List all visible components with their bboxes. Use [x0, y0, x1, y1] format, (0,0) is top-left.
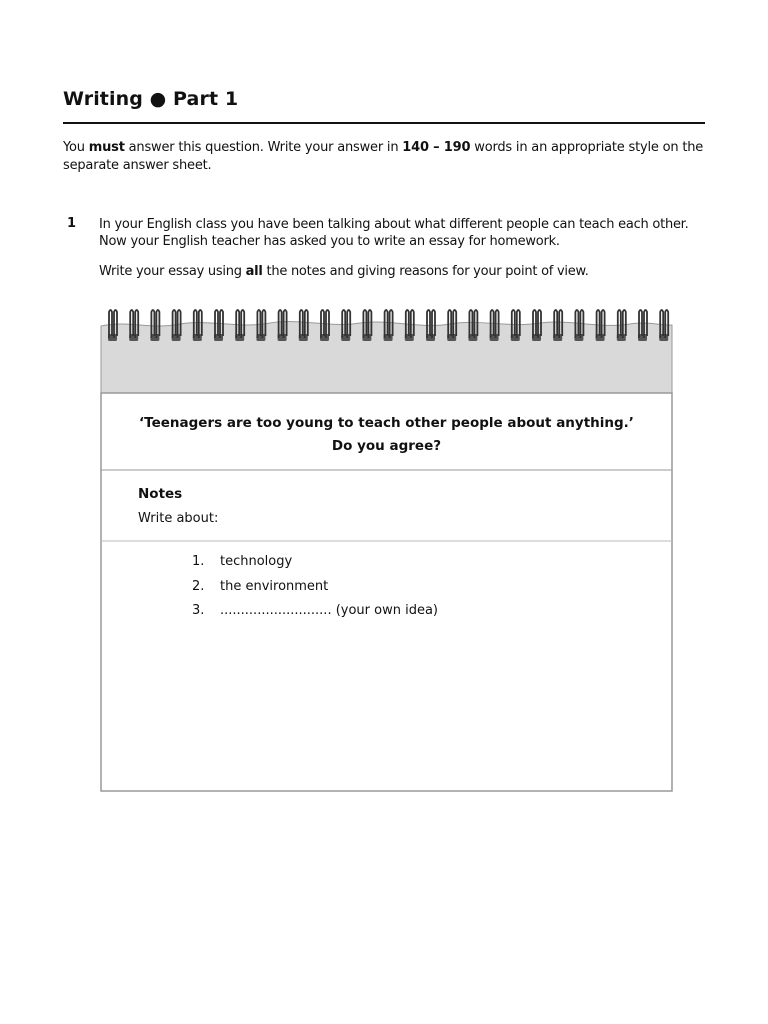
notes-item-3 — [192, 603, 438, 628]
intro-paragraph — [63, 139, 713, 175]
question-number: 1 — [67, 216, 77, 231]
essay-prompt: Do you agree? — [331, 438, 442, 454]
intro-emphasis-must: must — [88, 140, 125, 155]
intro-text-1: You — [63, 140, 89, 155]
notepad-header — [101, 322, 672, 393]
notes-item-text: the environment — [220, 578, 329, 594]
section-heading: Writing ● Part 1 — [63, 88, 239, 110]
heading-rule — [63, 122, 705, 124]
essay-statement: ‘Teenagers are too young to teach other people about anything.’ — [139, 415, 634, 431]
notes-item-text: ........................... (your own idea) — [220, 603, 438, 618]
notes-item-1 — [192, 554, 438, 579]
notes-item-text: technology — [220, 554, 293, 569]
question-instruction — [99, 263, 709, 280]
notepad-frame — [100, 308, 673, 792]
instruction-text-2: the notes and giving reasons for your point of view. — [262, 264, 589, 279]
notes-item-number: 2. — [192, 578, 205, 594]
notes-item-number: 3. — [192, 603, 205, 618]
notes-label: Notes — [138, 486, 183, 502]
question-text-line-1: In your English class you have been talking about what different people can teach each other. — [99, 217, 689, 232]
instruction-emphasis-all: all — [245, 264, 263, 279]
intro-text-3: words in an appropriate style on the separate answer sheet. — [63, 140, 704, 173]
notes-list — [192, 554, 438, 628]
statement-panel — [101, 412, 672, 458]
write-about-label: Write about: — [138, 511, 219, 526]
question-text — [99, 216, 709, 250]
question-text-line-2: Now your English teacher has asked you to write an essay for homework. — [99, 234, 560, 249]
notes-item-2 — [192, 579, 438, 604]
word-range: 140 – 190 — [402, 140, 471, 155]
intro-text-2: answer this question. Write your answer in — [124, 140, 403, 155]
notes-item-number: 1. — [192, 554, 205, 569]
instruction-text-1: Write your essay using — [99, 264, 246, 279]
notepad-illustration — [100, 308, 673, 792]
